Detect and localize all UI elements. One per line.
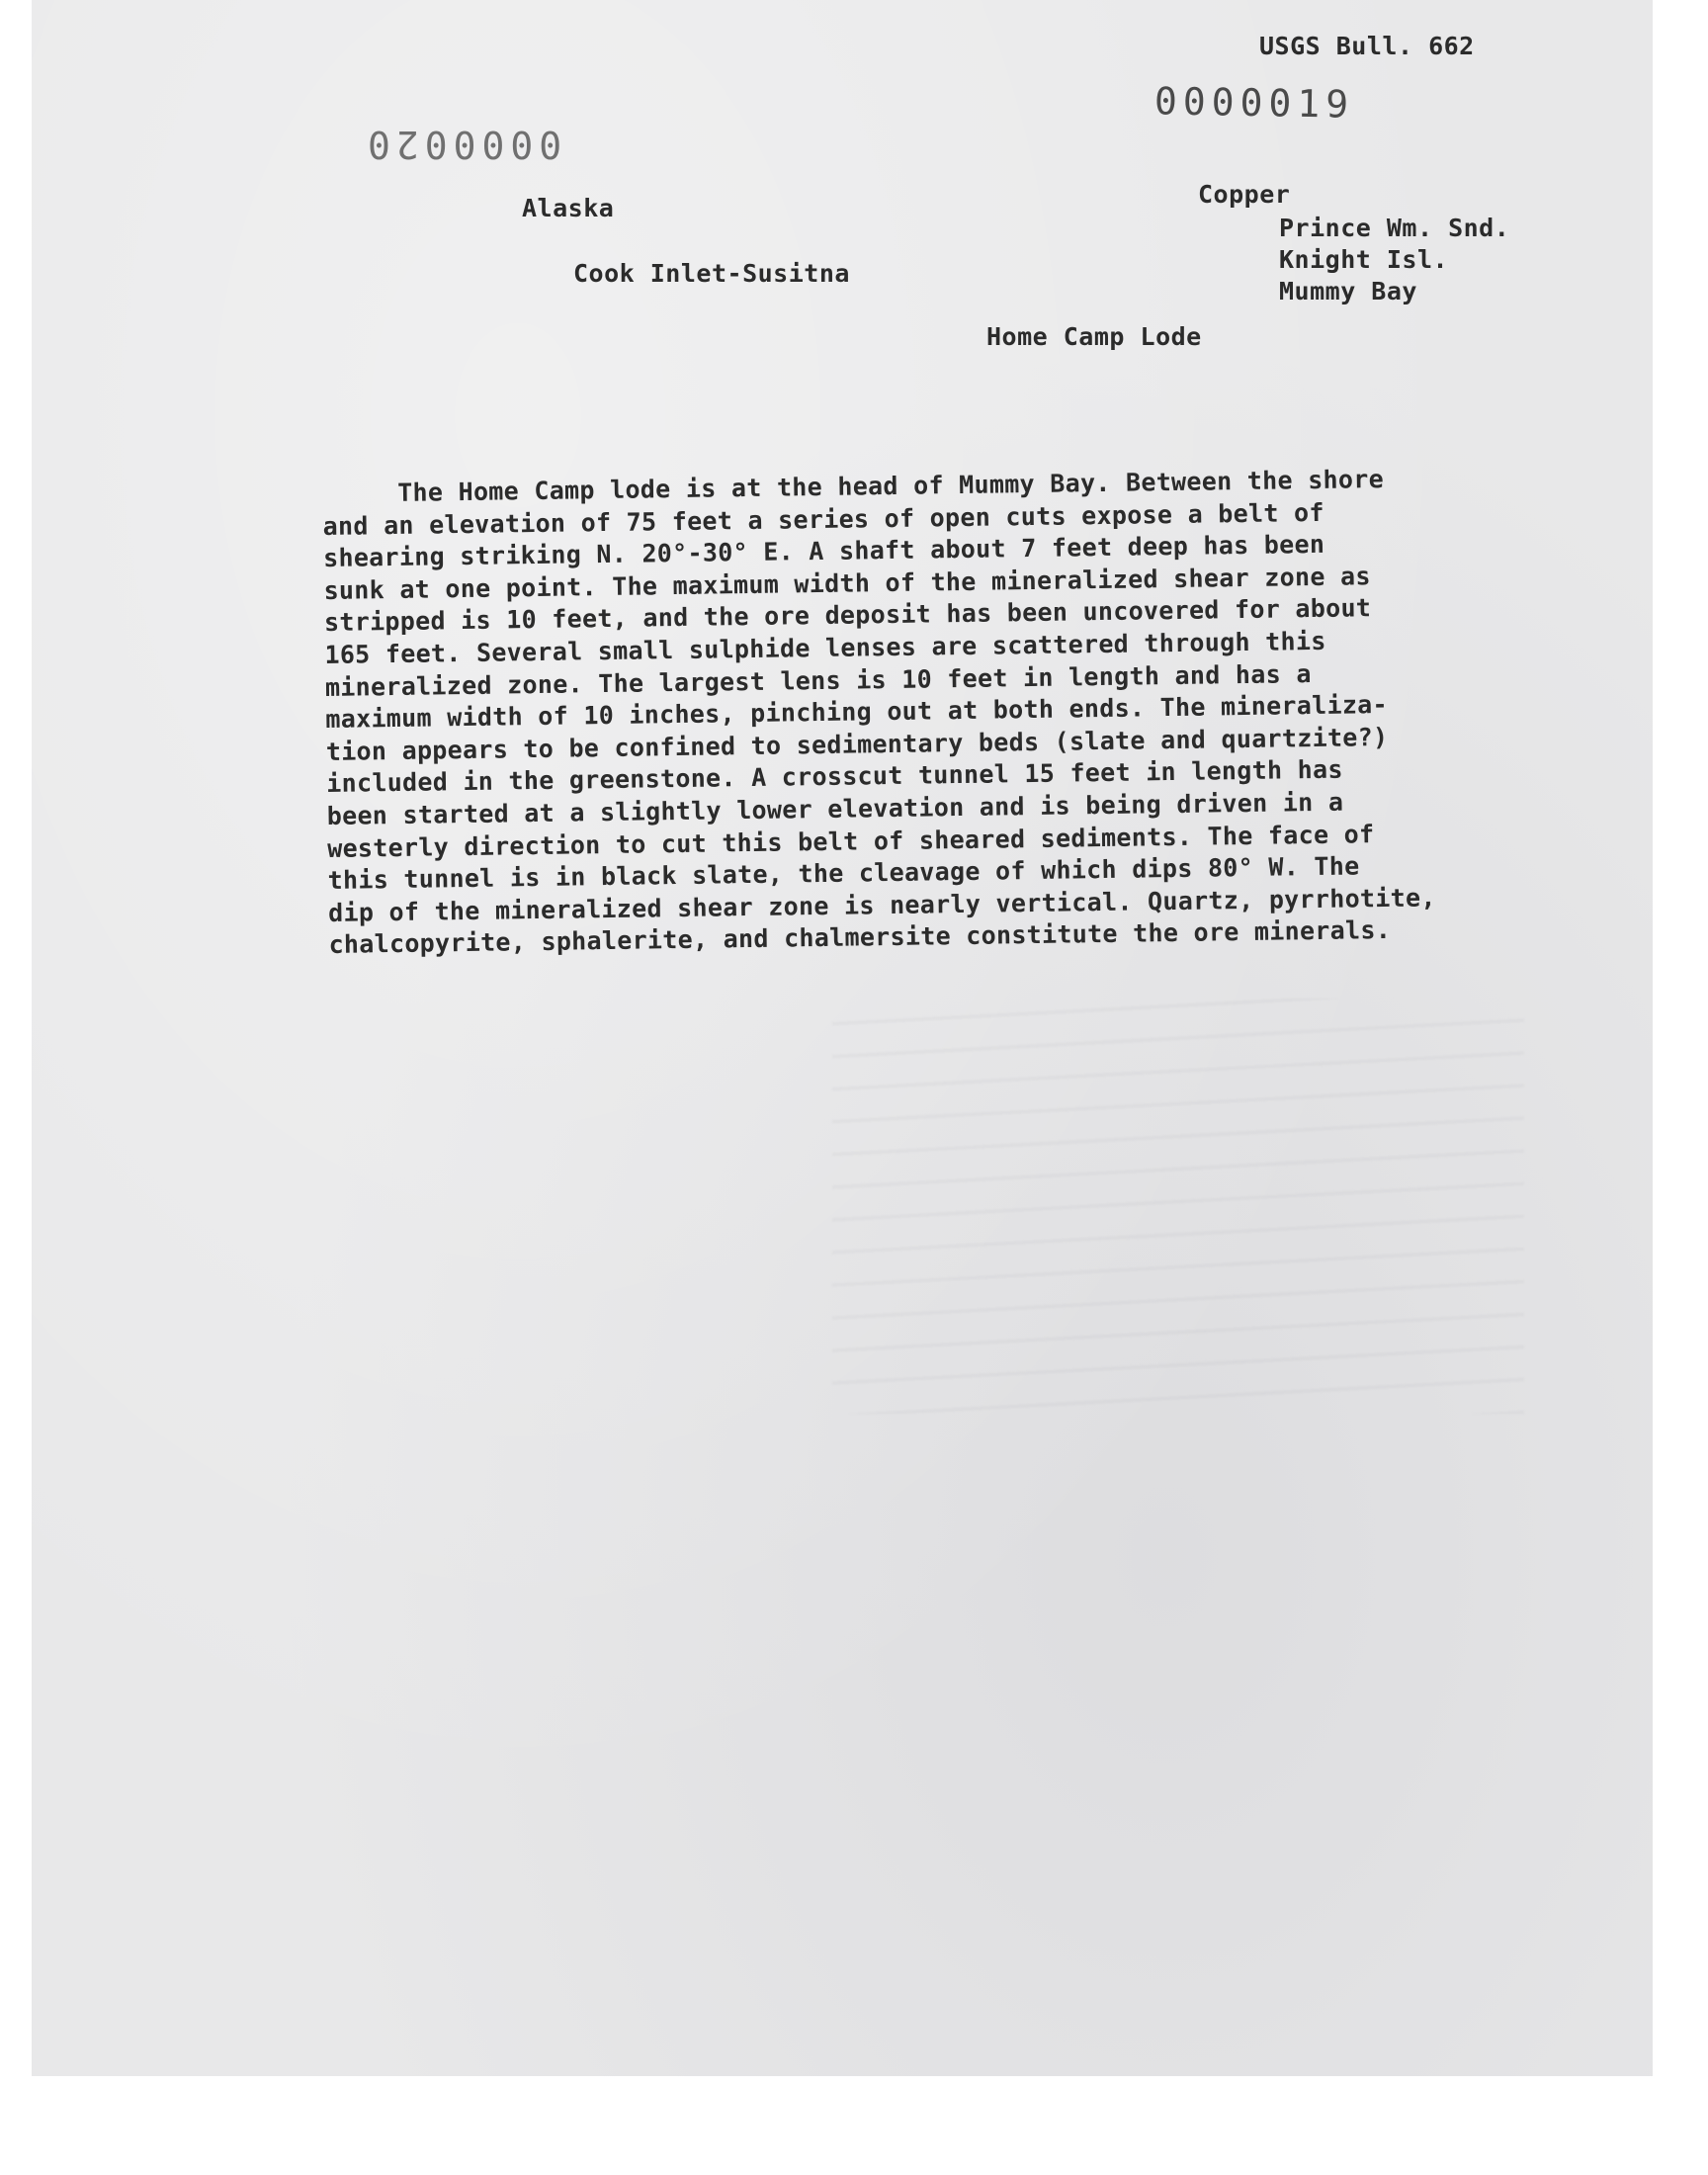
district-label: Cook Inlet-Susitna: [573, 259, 850, 288]
paragraph-line: westerly direction to cut this belt of sheared sediments. The face of: [327, 819, 1375, 863]
description-paragraph: [322, 462, 1565, 962]
paragraph-line: been started at a slightly lower elevation and is being driven in a: [326, 787, 1344, 830]
paragraph-line: and an elevation of 75 feet a series of open cuts expose a belt of: [322, 497, 1324, 541]
reversed-page-stamp: 0000020: [362, 123, 562, 166]
state-label: Alaska: [522, 194, 615, 222]
paragraph-line: mineralized zone. The largest lens is 10 feet in length and has a: [324, 658, 1312, 702]
paragraph-line: this tunnel is in black slate, the cleavage of which dips 80° W. The: [327, 851, 1360, 896]
page-number-stamp: 0000019: [1153, 79, 1355, 127]
paragraph-line: stripped is 10 feet, and the ore deposit has been uncovered for about: [323, 593, 1372, 638]
paragraph-line: tion appears to be confined to sedimentary beds (slate and quartzite?): [325, 722, 1389, 766]
paragraph-line: The Home Camp lode is at the head of Mummy Bay. Between the shore: [397, 465, 1385, 507]
bleed-through-texture: [832, 999, 1524, 1414]
bulletin-reference: USGS Bull. 662: [1259, 32, 1475, 60]
document-sheet: [32, 0, 1653, 2076]
paragraph-line: 165 feet. Several small sulphide lenses are scattered through this: [324, 626, 1326, 669]
locality-line: Knight Isl.: [1279, 245, 1449, 274]
paragraph-line: dip of the mineralized shear zone is nearly vertical. Quartz, pyrrhotite,: [327, 883, 1436, 927]
locality-line: Mummy Bay: [1279, 277, 1417, 305]
paragraph-line: included in the greenstone. A crosscut tunnel 15 feet in length has: [326, 754, 1343, 799]
paragraph-line: chalcopyrite, sphalerite, and chalmersite constitute the ore minerals.: [328, 915, 1392, 960]
paragraph-line: shearing striking N. 20°-30° E. A shaft about 7 feet deep has been: [322, 530, 1325, 573]
locality-block: [1279, 213, 1509, 307]
locality-line: Prince Wm. Snd.: [1279, 214, 1510, 242]
paragraph-line: sunk at one point. The maximum width of the mineralized shear zone as: [323, 561, 1371, 605]
commodity-label: Copper: [1198, 180, 1291, 209]
paragraph-line: maximum width of 10 inches, pinching out at both ends. The mineraliza-: [325, 690, 1389, 735]
property-title: Home Camp Lode: [986, 322, 1202, 351]
